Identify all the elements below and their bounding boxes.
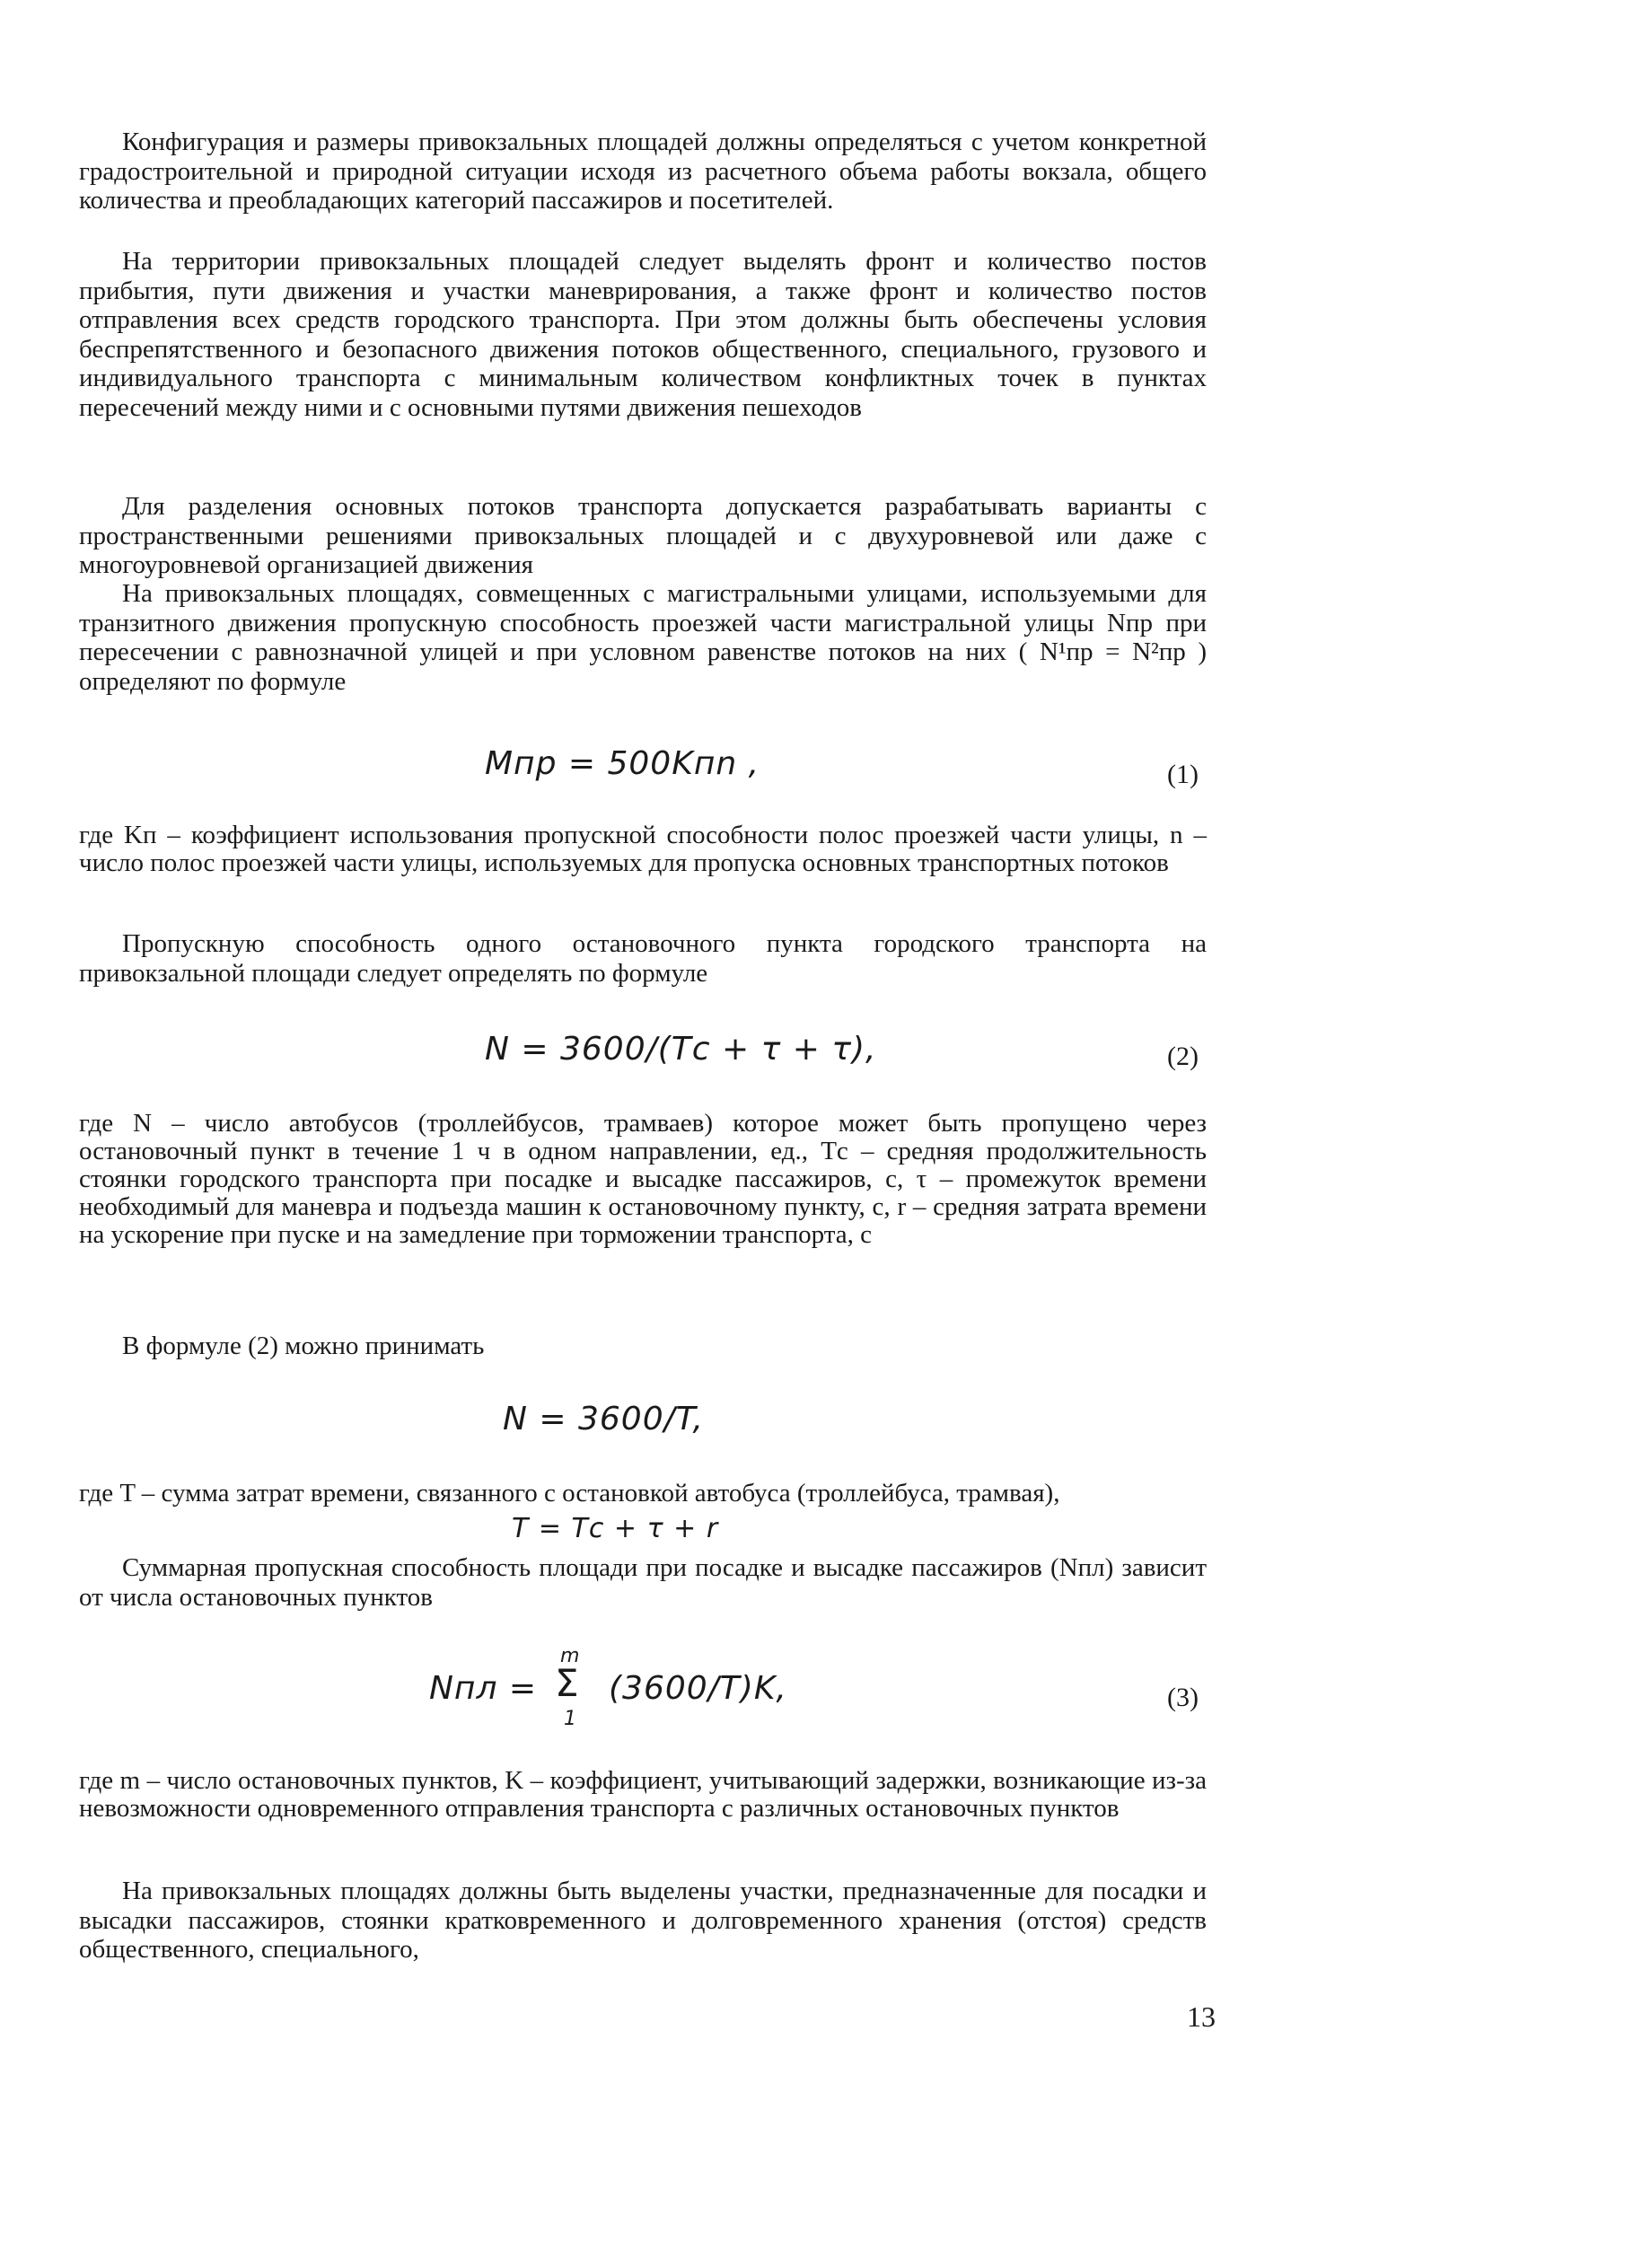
- formula-1-explanation: где Kп – коэффициент использования пропускной способности полос проезжей части улицы, n – число полос проезжей части улицы, используемых для пропуска основных транспортных потоков: [79, 821, 1207, 877]
- summation-symbol: Σ: [555, 1661, 579, 1705]
- formula-3-definition: T = Tс + τ + r: [512, 1513, 719, 1544]
- formula-4: [429, 1645, 806, 1735]
- paragraph-7: Суммарная пропускная способность площади при посадке и высадке пассажиров (Nпл) зависит от числа остановочных пунктов: [79, 1553, 1207, 1612]
- summation-upper-limit: m: [560, 1645, 580, 1667]
- formula-1: Mпр = 500Kпn ,: [485, 745, 760, 782]
- formula-3: N = 3600/T,: [503, 1401, 704, 1437]
- formula-2-explanation: где N – число автобусов (троллейбусов, трамваев) которое может быть пропущено через остановочный пункт в течение 1 ч в одном направлении, ед., Tс – средняя продолжительность стоянки городского транспорта при посадке и высадке пассажиров, с, τ – промежуток времени необходимый для маневра и подъезда машин к остановочному пункту, с, r – средняя затрата времени на ускорение при пуске и на замедление при торможении транспорта, с: [79, 1109, 1207, 1249]
- summation-lower-limit: 1: [564, 1708, 576, 1730]
- formula-4-explanation: где m – число остановочных пунктов, K – коэффициент, учитывающий задержки, возникающие из-за невозможности одновременного отправления транспорта с различных остановочных пунктов: [79, 1766, 1207, 1823]
- page-number: 13: [1187, 2000, 1216, 2033]
- formula-4-left: Nпл =: [429, 1670, 538, 1707]
- paragraph-6: В формуле (2) можно принимать: [122, 1332, 485, 1360]
- paragraph-5: Пропускную способность одного остановочного пункта городского транспорта на привокзальной площади следует определять по формуле: [79, 929, 1207, 988]
- formula-2: N = 3600/(Tс + τ + τ),: [485, 1031, 877, 1068]
- formula-4-right: (3600/T)K,: [609, 1670, 787, 1707]
- formula-3-explanation: где T – сумма затрат времени, связанного с остановкой автобуса (троллейбуса, трамвая),: [79, 1479, 1060, 1508]
- equation-number-3: (3): [1167, 1683, 1199, 1712]
- equation-number-1: (1): [1167, 760, 1199, 789]
- paragraph-4: На привокзальных площадях, совмещенных с магистральными улицами, используемыми для транзитного движения пропускную способность проезжей части магистральной улицы Nпр при пересечении с равнозначной улицей и при условном равенстве потоков на них ( N¹пр = N²пр ) определяют по формуле: [79, 579, 1207, 696]
- paragraph-1: Конфигурация и размеры привокзальных площадей должны определяться с учетом конкретной градостроительной и природной ситуации исходя из расчетного объема работы вокзала, общего количества и преобладающих категорий пассажиров и посетителей.: [79, 127, 1207, 215]
- paragraph-8: На привокзальных площадях должны быть выделены участки, предназначенные для посадки и высадки пассажиров, стоянки кратковременного и долговременного хранения (отстоя) средств общественного, специального,: [79, 1877, 1207, 1964]
- paragraph-2: На территории привокзальных площадей следует выделять фронт и количество постов прибытия, пути движения и участки маневрирования, а также фронт и количество постов отправления всех средств городского транспорта. При этом должны быть обеспечены условия беспрепятственного и безопасного движения потоков общественного, специального, грузового и индивидуального транспорта с минимальным количеством конфликтных точек в пунктах пересечений между ними и с основными путями движения пешеходов: [79, 247, 1207, 422]
- equation-number-2: (2): [1167, 1042, 1199, 1071]
- paragraph-3: Для разделения основных потоков транспорта допускается разрабатывать варианты с пространственными решениями привокзальных площадей и с двухуровневой или даже с многоуровневой организацией движения: [79, 492, 1207, 579]
